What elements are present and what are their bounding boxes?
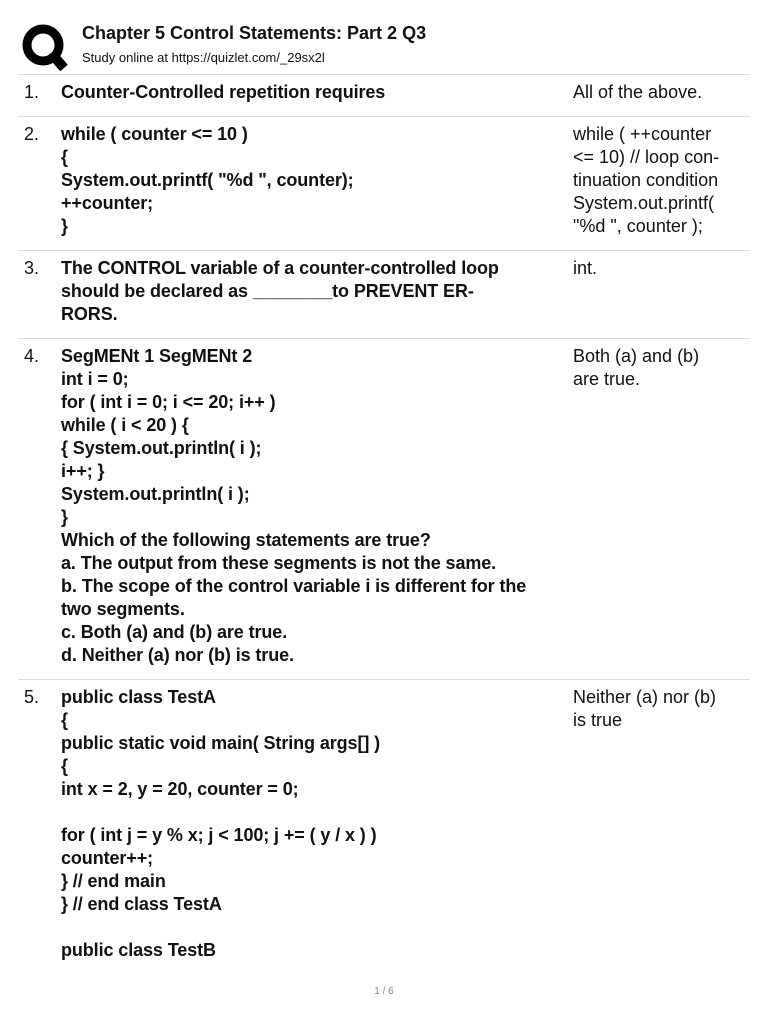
term-line: Counter-Controlled repetition requires <box>61 82 386 102</box>
page-title: Chapter 5 Control Statements: Part 2 Q3 <box>82 23 427 43</box>
term-line: b. The scope of the control variable i is different for the <box>61 576 527 596</box>
card-term <box>61 123 571 238</box>
card-number: 1. <box>24 82 40 102</box>
term-line: { <box>61 710 68 730</box>
card-term <box>61 81 571 104</box>
card-definition <box>573 257 743 280</box>
definition-line: Neither (a) nor (b) <box>573 687 717 707</box>
card-row <box>18 74 750 116</box>
definition-line: "%d ", counter ); <box>573 216 703 236</box>
term-line: counter++; <box>61 848 154 868</box>
term-line: c. Both (a) and (b) are true. <box>61 622 288 642</box>
card-definition <box>573 123 743 238</box>
card-row <box>18 679 750 974</box>
card-term <box>61 686 571 962</box>
definition-line: int. <box>573 258 598 278</box>
definition-line: <= 10) // loop con- <box>573 147 720 167</box>
definition-line: Both (a) and (b) <box>573 346 700 366</box>
card-number: 4. <box>24 346 40 366</box>
term-line: should be declared as ________to PREVENT ER- <box>61 281 474 301</box>
term-line <box>61 801 571 824</box>
card-number: 5. <box>24 687 40 707</box>
card-term <box>61 257 571 326</box>
term-line: public static void main( String args[] ) <box>61 733 381 753</box>
term-line: int x = 2, y = 20, counter = 0; <box>61 779 299 799</box>
term-line: ++counter; <box>61 193 154 213</box>
term-line: for ( int j = y % x; j < 100; j += ( y / x ) ) <box>61 825 377 845</box>
definition-line: System.out.printf( <box>573 193 715 213</box>
page-indicator: 1 / 6 <box>374 986 394 997</box>
term-line: } <box>61 216 68 236</box>
card-row <box>18 116 750 250</box>
definition-line: All of the above. <box>573 82 703 102</box>
term-line: { <box>61 147 68 167</box>
term-line: The CONTROL variable of a counter-controlled loop <box>61 258 499 278</box>
term-line: System.out.println( i ); <box>61 484 250 504</box>
card-definition <box>573 81 743 104</box>
term-line: Which of the following statements are true? <box>61 530 431 550</box>
definition-line: are true. <box>573 369 641 389</box>
card-row <box>18 338 750 679</box>
term-line: int i = 0; <box>61 369 129 389</box>
term-line: a. The output from these segments is not the same. <box>61 553 497 573</box>
term-line: two segments. <box>61 599 185 619</box>
term-line: public class TestB <box>61 940 216 960</box>
term-line: } <box>61 507 68 527</box>
term-line: SegMENt 1 SegMENt 2 <box>61 346 253 366</box>
term-line: public class TestA <box>61 687 216 707</box>
term-line: System.out.printf( "%d ", counter); <box>61 170 354 190</box>
definition-line: is true <box>573 710 623 730</box>
definition-line: tinuation condition <box>573 170 719 190</box>
term-line <box>61 916 571 939</box>
term-line: { <box>61 756 68 776</box>
term-line: RORS. <box>61 304 118 324</box>
term-line: i++; } <box>61 461 105 481</box>
term-line: } // end class TestA <box>61 894 222 914</box>
card-number: 2. <box>24 124 40 144</box>
term-line: } // end main <box>61 871 166 891</box>
quizlet-logo-icon <box>20 22 70 72</box>
term-line: while ( counter <= 10 ) <box>61 124 248 144</box>
term-line: for ( int i = 0; i <= 20; i++ ) <box>61 392 276 412</box>
term-line: { System.out.println( i ); <box>61 438 262 458</box>
study-online-link[interactable]: Study online at https://quizlet.com/_29sx2l <box>82 50 325 65</box>
flashcard-list <box>18 74 750 974</box>
definition-line: while ( ++counter <box>573 124 712 144</box>
card-term <box>61 345 571 667</box>
card-definition <box>573 345 743 391</box>
term-line: d. Neither (a) nor (b) is true. <box>61 645 294 665</box>
card-row <box>18 250 750 338</box>
card-number: 3. <box>24 258 40 278</box>
page-header <box>18 20 750 74</box>
term-line: while ( i < 20 ) { <box>61 415 189 435</box>
card-definition <box>573 686 743 732</box>
